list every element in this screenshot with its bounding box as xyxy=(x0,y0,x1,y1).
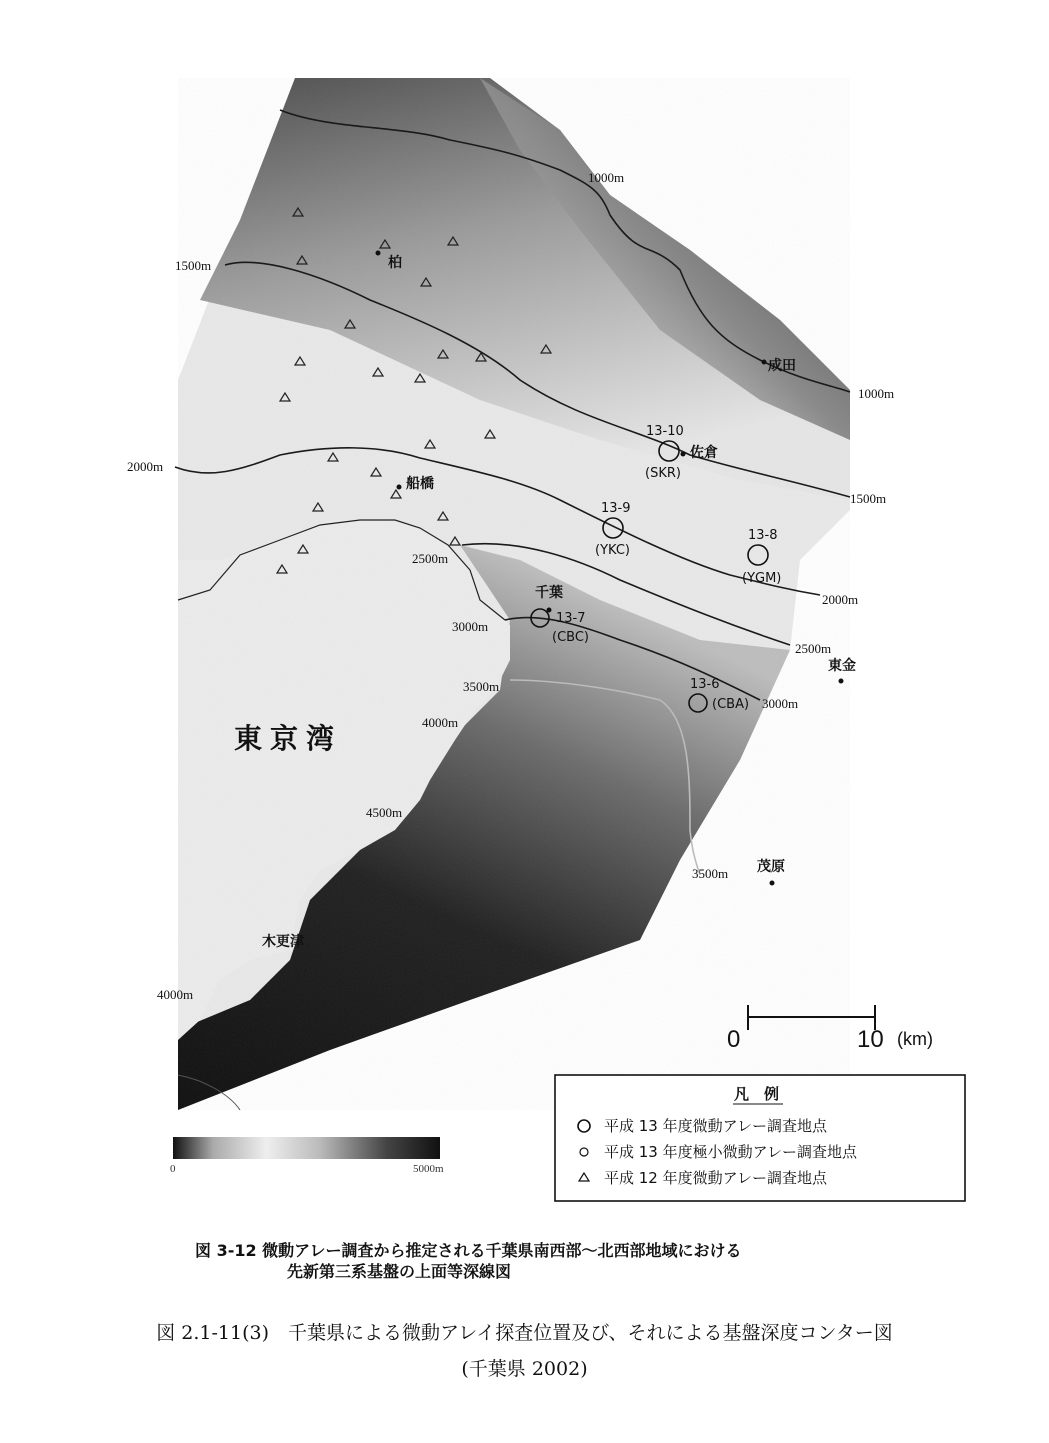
site-13-7-code: (CBC) xyxy=(552,630,589,645)
inner-caption-line2: 先新第三系基盤の上面等深線図 xyxy=(287,1262,512,1281)
scale-bar xyxy=(727,1005,933,1053)
place-label-mobara: 茂原 xyxy=(757,859,785,875)
inner-figure-caption xyxy=(195,1240,742,1282)
legend xyxy=(555,1075,965,1201)
legend-item-label: 平成 13 年度微動アレー調査地点 xyxy=(604,1117,828,1135)
site-13-7-id: 13-7 xyxy=(556,611,586,626)
contour-label: 2500m xyxy=(412,551,449,566)
inner-caption-line1: 図 3-12 微動アレー調査から推定される千葉県南西部〜北西部地域における xyxy=(195,1241,742,1260)
funabashi-dot xyxy=(397,485,402,490)
site-13-10-code: (SKR) xyxy=(645,466,681,481)
place-label-narita: 成田 xyxy=(768,358,796,374)
site-13-6-code: (CBA) xyxy=(712,697,750,712)
contour-label: 1000m xyxy=(858,386,895,401)
place-label-kashiwa: 柏 xyxy=(388,255,402,271)
colorbar-max: 5000m xyxy=(413,1163,444,1175)
depth-colorbar xyxy=(170,1137,444,1175)
kashiwa-dot xyxy=(376,251,381,256)
figure-source: (千葉県 2002) xyxy=(461,1358,588,1380)
scale-end: 10 xyxy=(857,1026,884,1053)
site-13-9-code: (YKC) xyxy=(595,543,630,558)
contour-label: 3000m xyxy=(762,696,799,711)
legend-item-label: 平成 13 年度極小微動アレー調査地点 xyxy=(604,1143,858,1161)
figure-caption: 図 2.1-11(3) 千葉県による微動アレイ探査位置及び、それによる基盤深度コンター図 xyxy=(156,1322,893,1344)
site-13-9-id: 13-9 xyxy=(601,501,631,516)
contour-label: 4000m xyxy=(422,715,459,730)
contour-label: 1500m xyxy=(850,491,887,506)
scale-unit: (km) xyxy=(897,1029,933,1049)
contour-label: 1000m xyxy=(588,170,625,185)
sakura-dot xyxy=(681,452,686,457)
place-label-kisarazu: 木更津 xyxy=(262,934,304,950)
site-13-6-id: 13-6 xyxy=(690,677,720,692)
site-13-8-code: (YGM) xyxy=(742,571,782,586)
legend-title: 凡 例 xyxy=(734,1085,780,1103)
contour-label: 1500m xyxy=(175,258,212,273)
contour-label: 2500m xyxy=(795,641,832,656)
site-13-8-id: 13-8 xyxy=(748,528,778,543)
togane-dot xyxy=(839,679,844,684)
place-label-sakura: 佐倉 xyxy=(690,445,718,461)
legend-item-label: 平成 12 年度微動アレー調査地点 xyxy=(604,1169,828,1187)
place-label-funabashi: 船橋 xyxy=(406,476,434,492)
place-label-chiba: 千葉 xyxy=(535,585,563,601)
contour-label: 3500m xyxy=(463,679,500,694)
contour-label: 3000m xyxy=(452,619,489,634)
texture-overlay xyxy=(178,78,850,1110)
mobara-dot xyxy=(770,881,775,886)
contour-label: 4500m xyxy=(366,805,403,820)
scale-start: 0 xyxy=(727,1026,741,1053)
site-13-10-id: 13-10 xyxy=(646,424,684,439)
map-area xyxy=(127,78,894,1110)
colorbar-min: 0 xyxy=(170,1163,176,1175)
contour-label: 3500m xyxy=(692,866,729,881)
place-label-togane: 東金 xyxy=(828,658,856,674)
narita-dot xyxy=(762,360,767,365)
contour-label: 2000m xyxy=(822,592,859,607)
chiba-dot xyxy=(547,608,552,613)
contour-label: 4000m xyxy=(157,987,194,1002)
contour-label: 2000m xyxy=(127,459,164,474)
tokyo-bay-label: 東京湾 xyxy=(234,722,343,755)
